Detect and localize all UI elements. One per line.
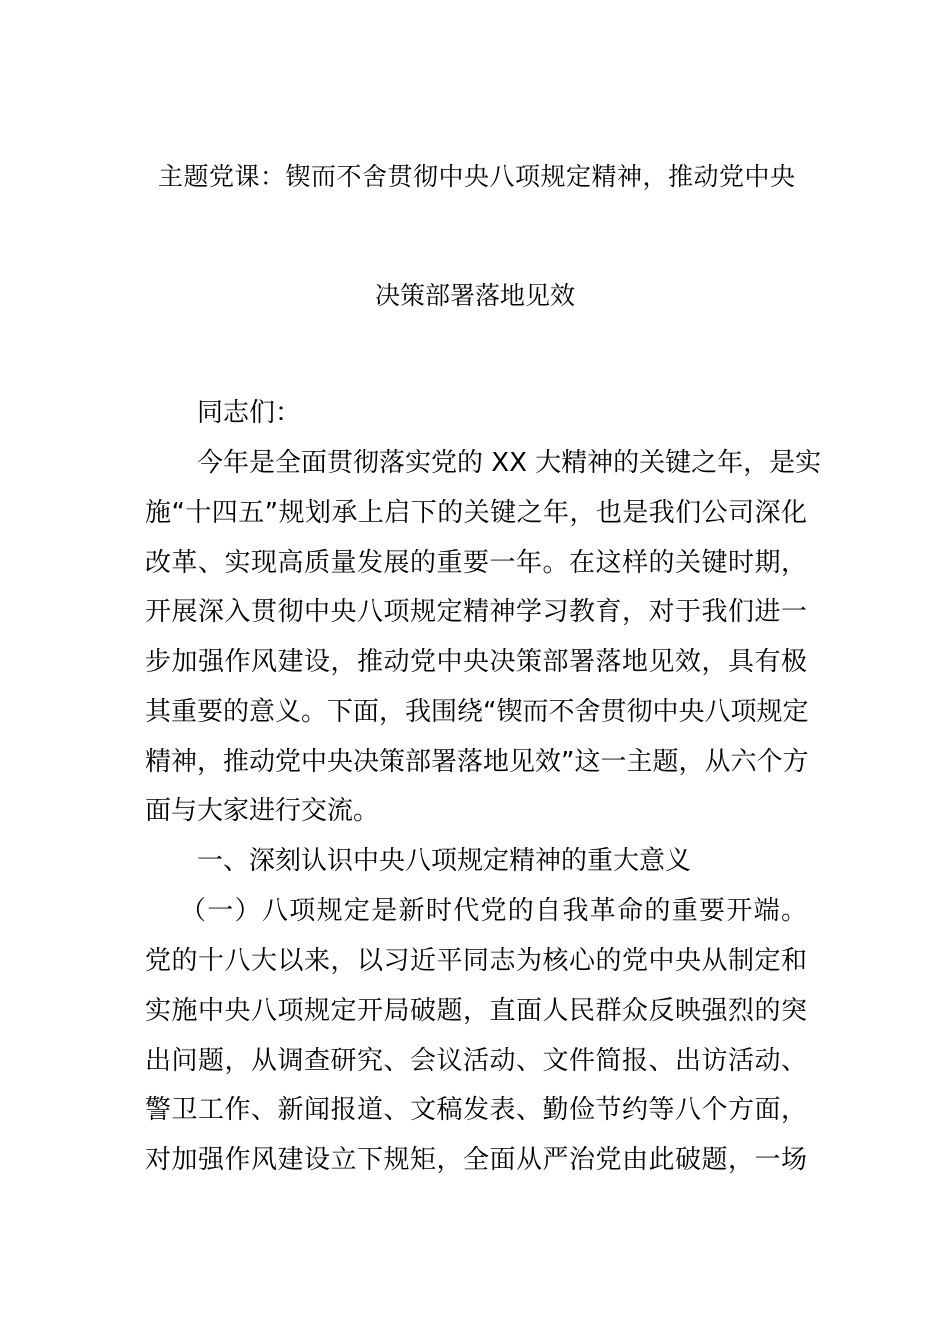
paragraph-line: （一）八项规定是新时代党的自我革命的重要开端。 [180, 896, 807, 926]
paragraph-line: 面与大家进行交流。 [145, 796, 380, 826]
document-title-line-1: 主题党课：锲而不舍贯彻中央八项规定精神，推动党中央 [158, 162, 795, 191]
paragraph-line: 施“十四五”规划承上启下的关键之年，也是我们公司深化 [145, 498, 807, 528]
section-heading: 一、深刻认识中央八项规定精神的重大意义 [197, 846, 692, 876]
salutation: 同志们： [197, 398, 302, 428]
paragraph-line: 实施中央八项规定开局破题，直面人民群众反映强烈的突 [145, 996, 807, 1026]
paragraph-line: 出问题，从调查研究、会议活动、文件简报、出访活动、 [145, 1046, 807, 1076]
paragraph-line: 其重要的意义。下面，我围绕“锲而不舍贯彻中央八项规定 [145, 697, 809, 727]
paragraph-line: 步加强作风建设，推动党中央决策部署落地见效，具有极 [145, 647, 807, 677]
document-title-line-2: 决策部署落地见效 [375, 281, 576, 310]
paragraph-line: 改革、实现高质量发展的重要一年。在这样的关键时期， [145, 548, 807, 578]
paragraph-line: 今年是全面贯彻落实党的 XX 大精神的关键之年，是实 [197, 448, 822, 478]
paragraph-line: 党的十八大以来，以习近平同志为核心的党中央从制定和 [145, 946, 807, 976]
paragraph-line: 警卫工作、新闻报道、文稿发表、勤俭节约等八个方面， [145, 1095, 807, 1125]
paragraph-line: 对加强作风建设立下规矩，全面从严治党由此破题，一场 [145, 1145, 807, 1175]
paragraph-line: 精神，推动党中央决策部署落地见效”这一主题，从六个方 [145, 747, 809, 777]
paragraph-line: 开展深入贯彻中央八项规定精神学习教育，对于我们进一 [145, 597, 807, 627]
